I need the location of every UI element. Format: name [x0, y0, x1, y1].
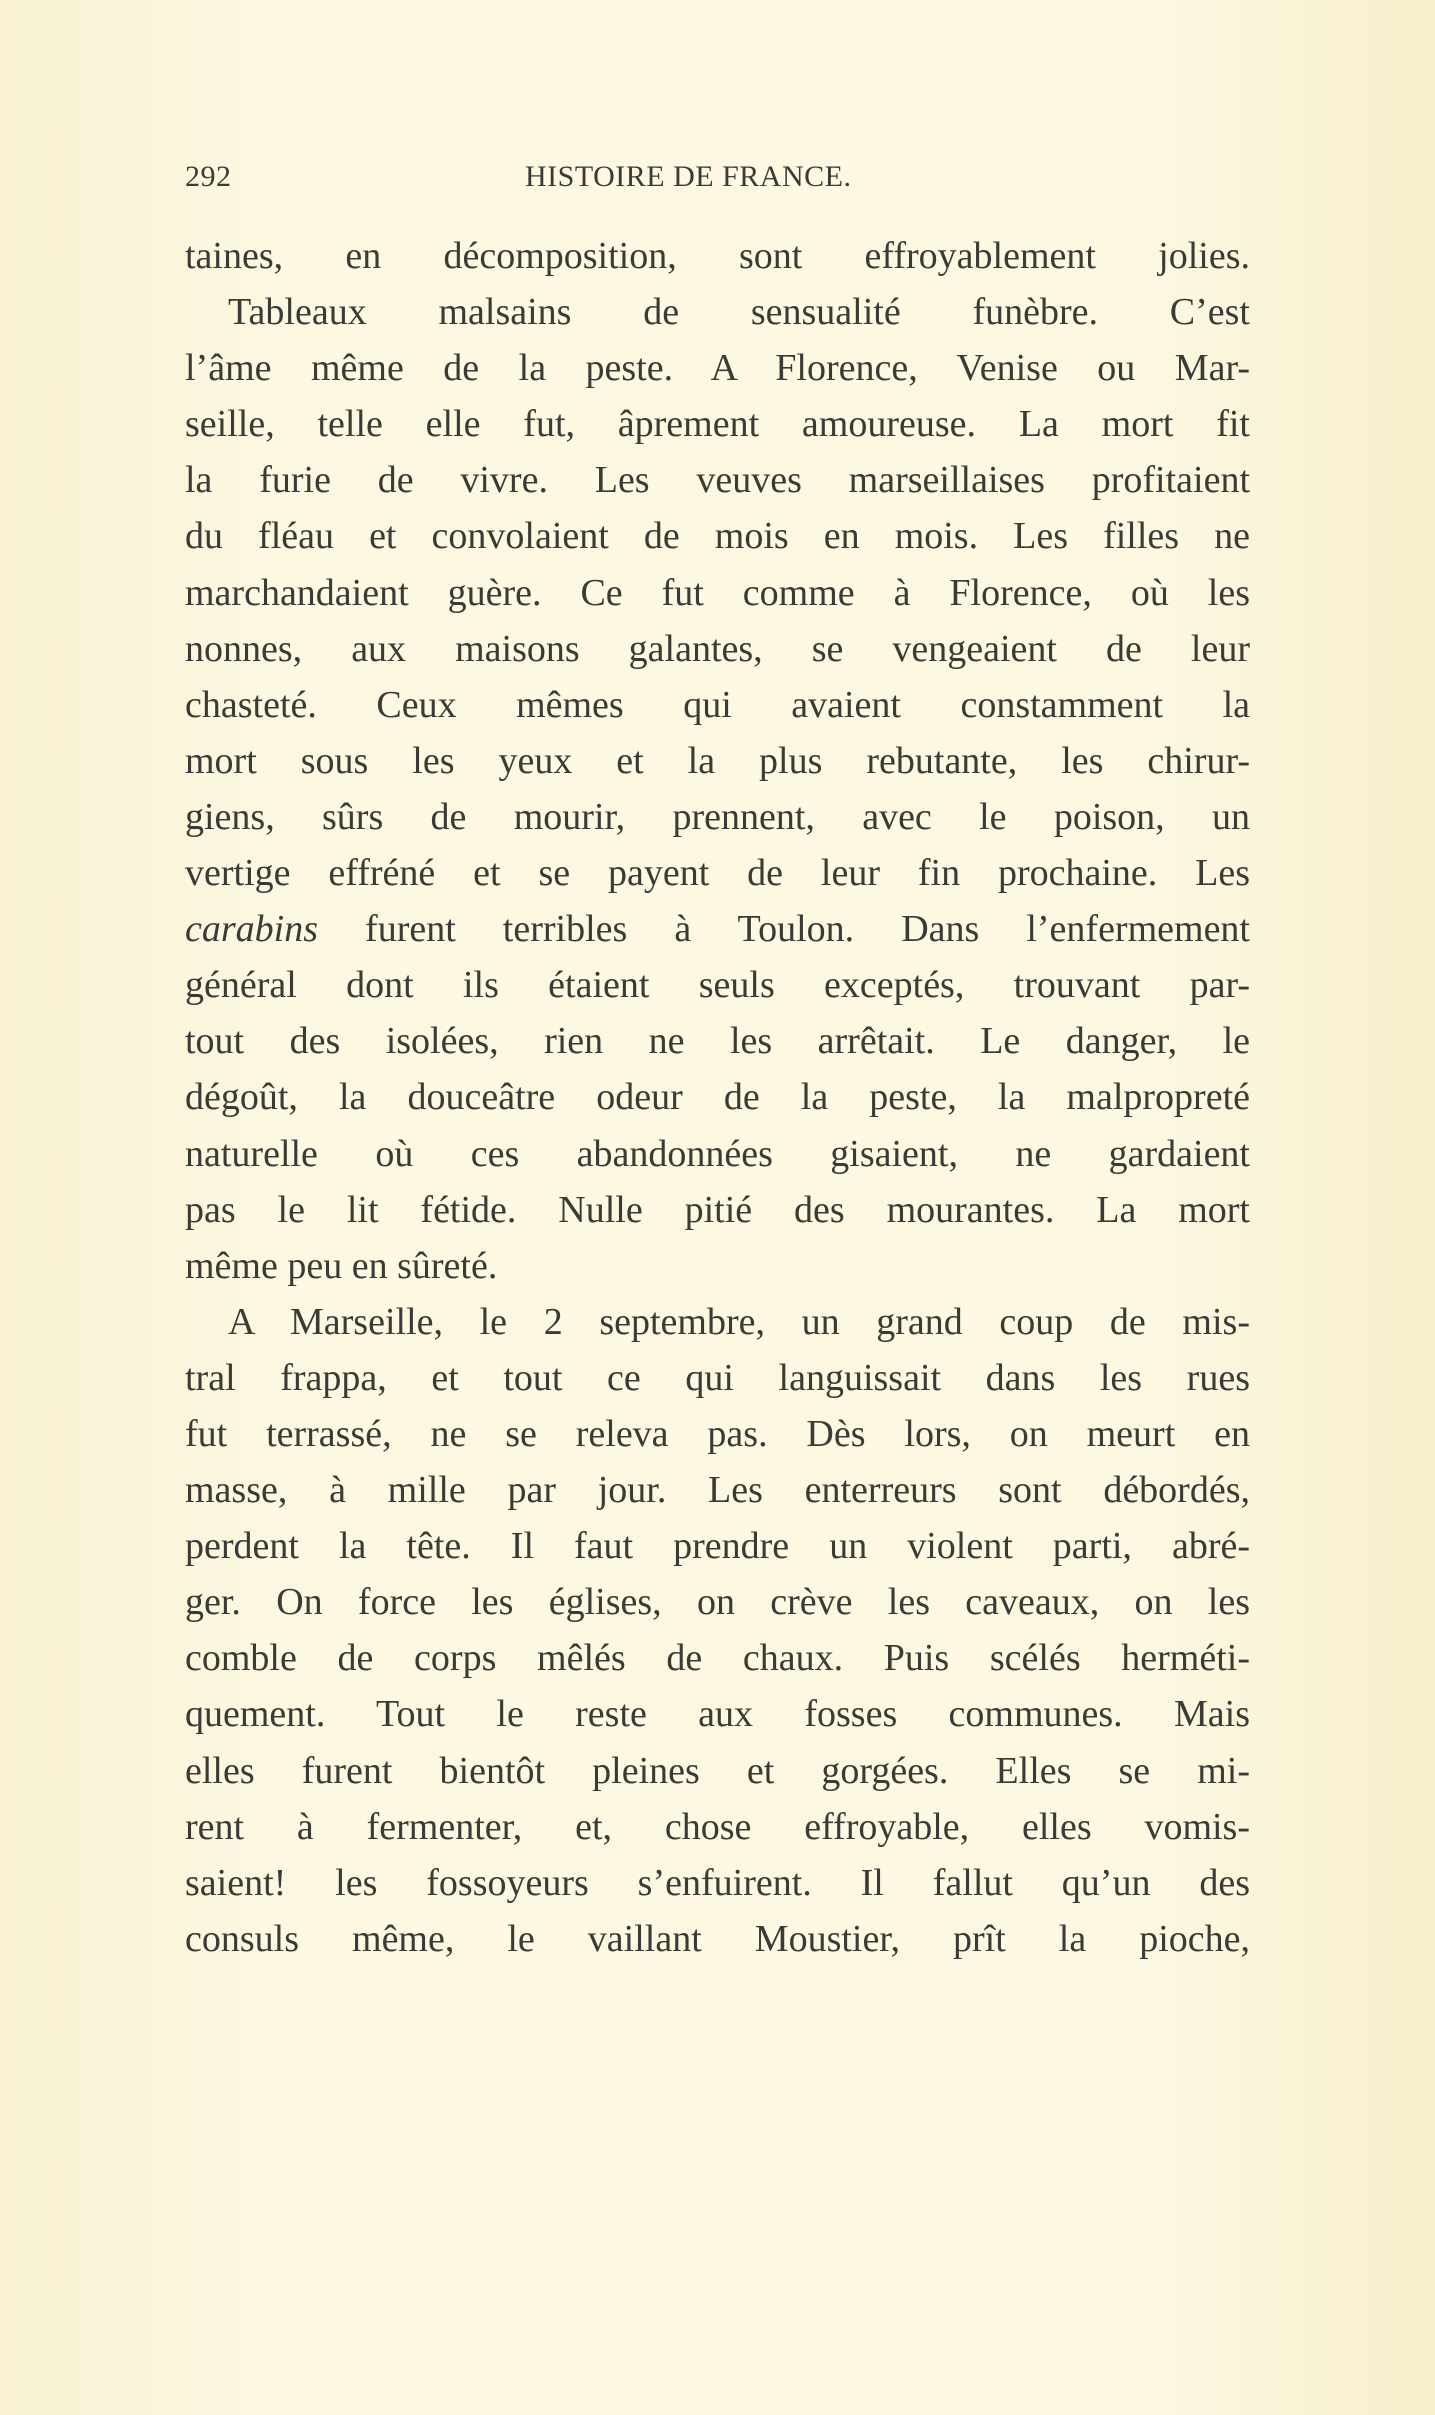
- text-line: naturelle où ces abandonnées gisaient, ne gardaient: [185, 1132, 1250, 1175]
- text-line: consuls même, le vaillant Moustier, prît la pioche,: [185, 1917, 1250, 1960]
- text-line: elles furent bientôt pleines et gorgées. Elles se mi-: [185, 1749, 1250, 1792]
- text-line: quement. Tout le reste aux fosses communes. Mais: [185, 1693, 1250, 1736]
- text-line: carabins furent terribles à Toulon. Dans l’enfermement: [185, 908, 1250, 951]
- text-line: chasteté. Ceux mêmes qui avaient constamment la: [185, 683, 1250, 726]
- text-line: giens, sûrs de mourir, prennent, avec le poison, un: [185, 795, 1250, 838]
- text-line: comble de corps mêlés de chaux. Puis scélés herméti-: [185, 1637, 1250, 1680]
- text-line: mort sous les yeux et la plus rebutante, les chirur-: [185, 739, 1250, 782]
- text-line: taines, en décomposition, sont effroyablement jolies.: [185, 235, 1250, 277]
- text-line: Tableaux malsains de sensualité funèbre. C’est: [228, 291, 1250, 334]
- page-number: 292: [185, 160, 232, 193]
- text-line: tout des isolées, rien ne les arrêtait. Le danger, le: [185, 1020, 1250, 1063]
- text-line: l’âme même de la peste. A Florence, Venise ou Mar-: [185, 347, 1250, 390]
- text-line: seille, telle elle fut, âprement amoureuse. La mort fit: [185, 403, 1250, 446]
- text-line: dégoût, la douceâtre odeur de la peste, la malpropreté: [185, 1076, 1250, 1119]
- text-line: fut terrassé, ne se releva pas. Dès lors, on meurt en: [185, 1412, 1250, 1455]
- text-line: pas le lit fétide. Nulle pitié des mourantes. La mort: [185, 1188, 1250, 1231]
- text-line: tral frappa, et tout ce qui languissait dans les rues: [185, 1356, 1250, 1399]
- text-line: du fléau et convolaient de mois en mois. Les filles ne: [185, 515, 1250, 558]
- text-line: saient! les fossoyeurs s’enfuirent. Il fallut qu’un des: [185, 1861, 1250, 1904]
- text-line: même peu en sûreté.: [185, 1244, 498, 1287]
- text-line: rent à fermenter, et, chose effroyable, elles vomis-: [185, 1805, 1250, 1848]
- text-line: vertige effréné et se payent de leur fin prochaine. Les: [185, 852, 1250, 895]
- body-text: [185, 228, 1250, 1967]
- text-line: marchandaient guère. Ce fut comme à Florence, où les: [185, 571, 1250, 614]
- text-line: la furie de vivre. Les veuves marseillaises profitaient: [185, 459, 1250, 502]
- text-line: A Marseille, le 2 septembre, un grand coup de mis-: [228, 1300, 1250, 1343]
- running-head: [185, 160, 1250, 200]
- text-line: masse, à mille par jour. Les enterreurs sont débordés,: [185, 1469, 1250, 1512]
- text-line: général dont ils étaient seuls exceptés, trouvant par-: [185, 964, 1250, 1007]
- text-line: nonnes, aux maisons galantes, se vengeaient de leur: [185, 627, 1250, 670]
- text-line: perdent la tête. Il faut prendre un violent parti, abré-: [185, 1525, 1250, 1568]
- text-line: ger. On force les églises, on crève les caveaux, on les: [185, 1581, 1250, 1624]
- running-title: HISTOIRE DE FRANCE.: [525, 160, 852, 193]
- italic-term: carabins: [185, 908, 318, 951]
